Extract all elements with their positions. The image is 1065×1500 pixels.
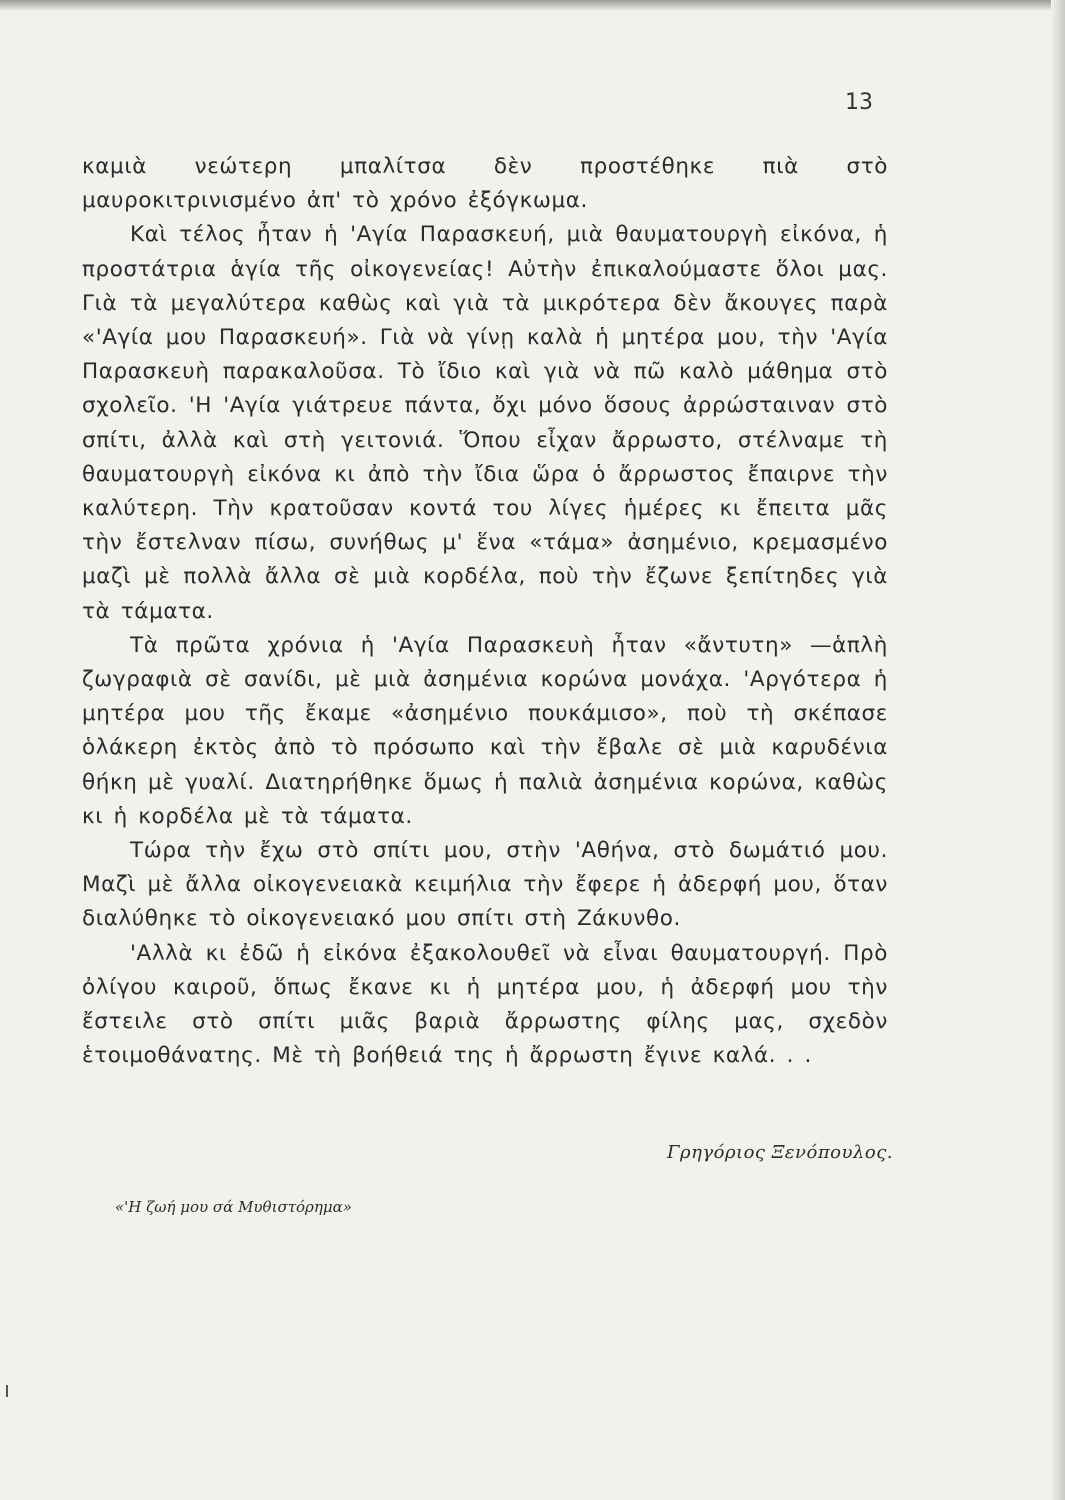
author-signature: Γρηγόριος Ξενόπουλος. — [667, 1142, 893, 1163]
source-citation: «'Η ζωή μου σά Μυθιστόρημα» — [115, 1198, 352, 1216]
paragraph-2: Καὶ τέλος ἦταν ἡ 'Αγία Παρασκευή, μιὰ θαυματουργὴ εἰκόνα, ἡ προστάτρια ἁγία τῆς οἰκογενείας! Αὐτὴν ἐπικαλούμαστε ὅλοι μας. Γιὰ τὰ μεγαλύτερα καθὼς καὶ γιὰ τὰ μικρότερα δὲν ἄκουγες παρὰ «'Αγία μου Παρασκευή». Γιὰ νὰ γίνῃ καλὰ ἡ μητέρα μου, τὴν 'Αγία Παρασκευὴ παρακαλοῦσα. Τὸ ἴδιο καὶ γιὰ νὰ πῶ καλὸ μάθημα στὸ σχολεῖο. 'Η 'Αγία γιάτρευε πάντα, ὄχι μόνο ὅσους ἀρρώσταιναν στὸ σπίτι, ἀλλὰ καὶ στὴ γειτονιά. Ὅπου εἶχαν ἄρρωστο, στέλναμε τὴ θαυματουργὴ εἰκόνα κι ἀπὸ τὴν ἴδια ὥρα ὁ ἄρρωστος ἔπαιρνε τὴν καλύτερη. Τὴν κρατοῦσαν κοντά του λίγες ἡμέρες κι ἔπειτα μᾶς τὴν ἔστελναν πίσω, συνήθως μ' ἕνα «τάμα» ἀσημένιο, κρεμασμένο μαζὶ μὲ πολλὰ ἄλλα σὲ μιὰ κορδέλα, ποὺ τὴν ἔζωνε ξεπίτηδες γιὰ τὰ τάματα. — [82, 222, 888, 624]
page-number: 13 — [845, 90, 873, 115]
paragraph-5: 'Αλλὰ κι ἐδῶ ἡ εἰκόνα ἐξακολουθεῖ νὰ εἶναι θαυματουργή. Πρὸ ὀλίγου καιροῦ, ὅπως ἔκανε κι ἡ μητέρα μου, ἡ ἀδερφή μου τὴν ἔστειλε στὸ σπίτι μιᾶς βαριὰ ἄρρωστης φίλης μας, σχεδὸν ἑτοιμοθάνατης. Μὲ τὴ βοήθειά της ἡ ἄρρωστη ἔγινε καλά. . . — [82, 940, 888, 1069]
paragraph-4: Τώρα τὴν ἔχω στὸ σπίτι μου, στὴν 'Αθήνα, στὸ δωμάτιό μου. Μαζὶ μὲ ἄλλα οἰκογενειακὰ κειμήλια τὴν ἔφερε ἡ ἀδερφή μου, ὅταν διαλύθηκε τὸ οἰκογενειακό μου σπίτι στὴ Ζάκυνθο. — [82, 838, 888, 932]
paragraph-1: καμιὰ νεώτερη μπαλίτσα δὲν προστέθηκε πιὰ στὸ μαυροκιτρινισμένο ἀπ' τὸ χρόνο ἐξόγκωμα. — [82, 154, 888, 214]
page-edge-right — [1051, 0, 1065, 1500]
body-text — [82, 150, 888, 1073]
paragraph-3: Τὰ πρῶτα χρόνια ἡ 'Αγία Παρασκευὴ ἦταν «ἄντυτη» —ἁπλὴ ζωγραφιὰ σὲ σανίδι, μὲ μιὰ ἀσημένια κορώνα μονάχα. 'Αργότερα ἡ μητέρα μου τῆς ἔκαμε «ἀσημένιο πουκάμισο», ποὺ τὴ σκέπασε ὁλάκερη ἐκτὸς ἀπὸ τὸ πρόσωπο καὶ τὴν ἔβαλε σὲ μιὰ καρυδένια θήκη μὲ γυαλί. Διατηρήθηκε ὅμως ἡ παλιὰ ἀσημένια κορώνα, καθὼς κι ἡ κορδέλα μὲ τὰ τάματα. — [82, 632, 888, 829]
page-edge-top — [0, 0, 1065, 10]
margin-mark — [6, 1385, 8, 1397]
